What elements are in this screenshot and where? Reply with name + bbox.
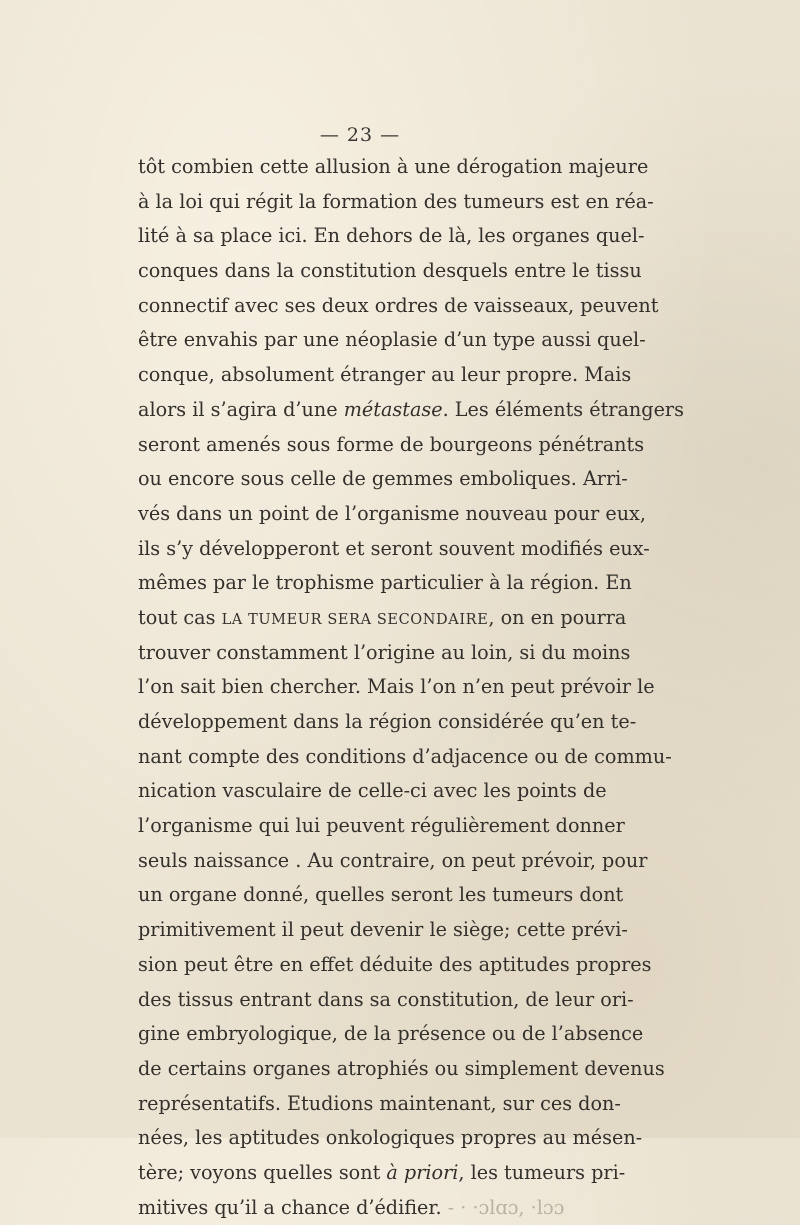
text-line: des tissus entrant dans sa constitution, de leur ori- xyxy=(138,987,634,1011)
text-line: nication vasculaire de celle-ci avec les points de xyxy=(138,779,607,803)
small-caps-phrase: LA TUMEUR SERA SECONDAIRE xyxy=(221,611,489,628)
text-line: lité à sa place ici. En dehors de là, les organes quel- xyxy=(138,224,645,248)
text-line: un organe donné, quelles seront les tumeurs dont xyxy=(138,883,624,907)
text-line: l’on sait bien chercher. Mais l’on n’en peut prévoir le xyxy=(138,675,655,699)
text-line: seuls naissance . Au contraire, on peut prévoir, pour xyxy=(138,848,648,872)
text-line: ou encore sous celle de gemmes emboliques. Arri- xyxy=(138,467,628,491)
text-line: seront amenés sous forme de bourgeons pénétrants xyxy=(138,432,645,456)
body-text xyxy=(138,150,684,1225)
text-line: gine embryologique, de la présence ou de l’absence xyxy=(138,1022,644,1046)
text-line: tère; voyons quelles sont à priori, les tumeurs pri- xyxy=(138,1160,626,1184)
text-line: mêmes par le trophisme particulier à la région. En xyxy=(138,571,632,595)
text-line: l’organisme qui lui peuvent régulièrement donner xyxy=(138,814,625,838)
text-line: vés dans un point de l’organisme nouveau pour eux, xyxy=(138,501,646,525)
italic-term: métastase xyxy=(343,397,443,421)
text-line: de certains organes atrophiés ou simplement devenus xyxy=(138,1056,665,1080)
text-line: tout cas LA TUMEUR SERA SECONDAIRE, on en pourra xyxy=(138,605,627,629)
text-line: tôt combien cette allusion à une dérogation majeure xyxy=(138,155,649,178)
text-line: à la loi qui régit la formation des tumeurs est en réa- xyxy=(138,189,654,213)
text-line: développement dans la région considérée qu’en te- xyxy=(138,710,637,733)
text-line: alors il s’agira d’une métastase. Les éléments étrangers xyxy=(138,397,684,421)
text-line: représentatifs. Etudions maintenant, sur ces don- xyxy=(138,1091,621,1115)
show-through-text: - · ·ɔlɑɔ, ·lɔɔ xyxy=(441,1195,565,1219)
text-line: primitivement il peut devenir le siège; cette prévi- xyxy=(138,918,628,942)
italic-term: à priori xyxy=(386,1160,459,1184)
text-line: être envahis par une néoplasie d’un type aussi quel- xyxy=(138,328,646,352)
text-line: nées, les aptitudes onkologiques propres au mésen- xyxy=(138,1126,643,1150)
text-line: ils s’y développeront et seront souvent modifiés eux- xyxy=(138,536,650,560)
text-line: mitives qu’il a chance d’édifier. - · ·ɔlɑɔ, ·lɔɔ xyxy=(138,1195,565,1219)
page-number: — 23 — xyxy=(319,124,401,146)
text-line: conque, absolument étranger au leur propre. Mais xyxy=(138,363,632,387)
text-line: connectif avec ses deux ordres de vaisseaux, peuvent xyxy=(138,293,659,317)
text-line: nant compte des conditions d’adjacence ou de commu- xyxy=(138,744,672,768)
text-line: trouver constamment l’origine au loin, si du moins xyxy=(138,640,631,664)
text-line: sion peut être en effet déduite des aptitudes propres xyxy=(138,952,652,976)
text-line: conques dans la constitution desquels entre le tissu xyxy=(138,259,642,283)
